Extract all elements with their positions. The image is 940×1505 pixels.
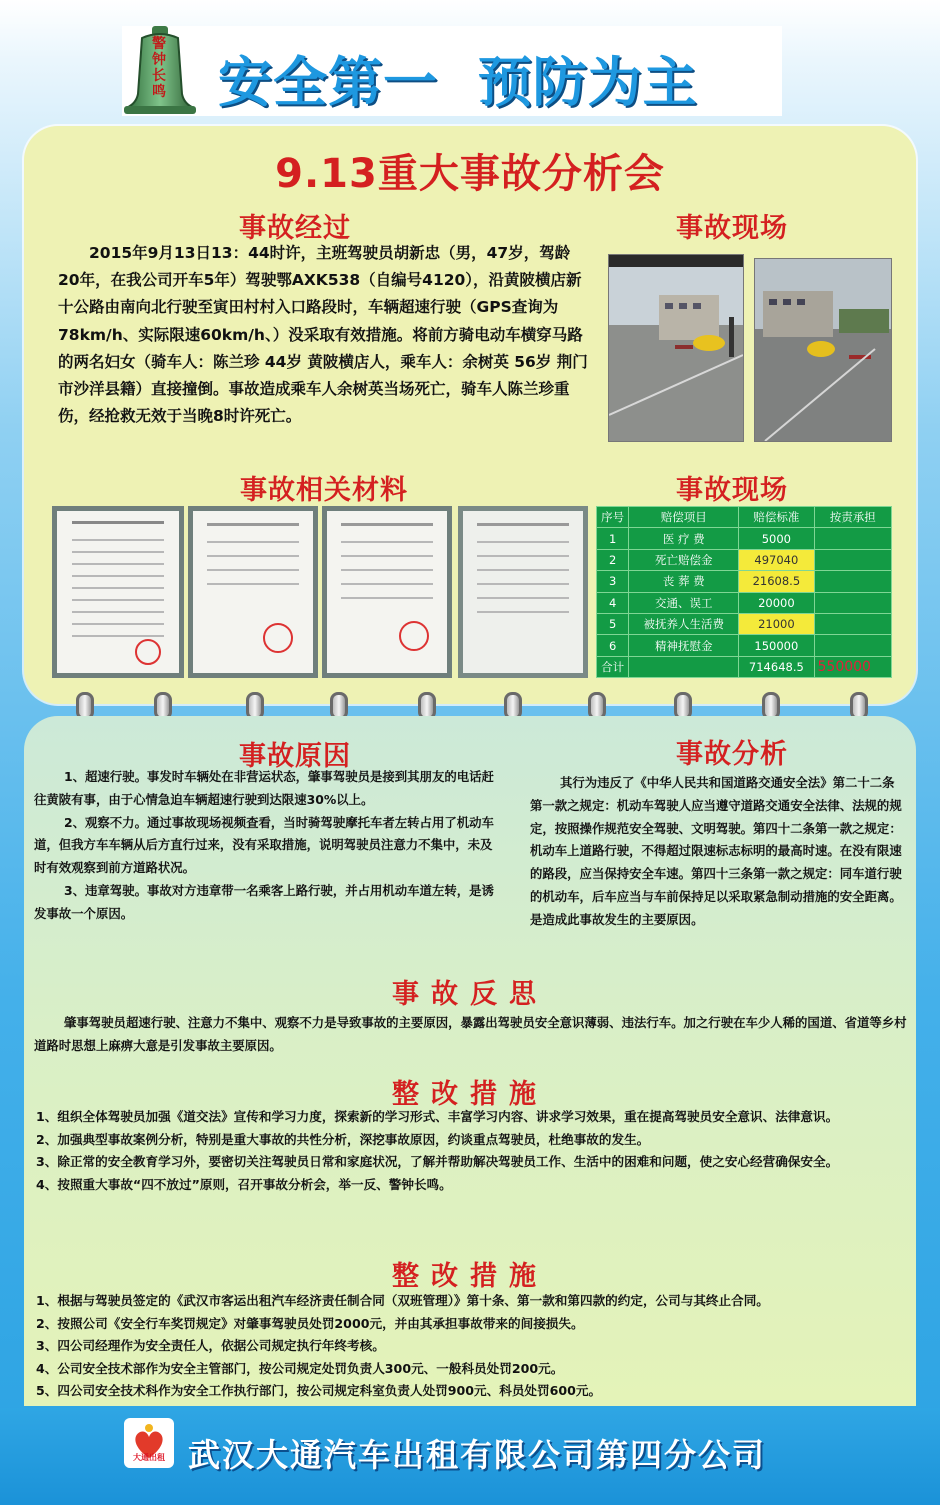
doc-text-line xyxy=(341,523,432,526)
table-row xyxy=(597,528,892,549)
accident-process-paragraph: 2015年9月13日13：44时许，主班驾驶员胡新忠（男，47岁，驾龄20年，在我公司开车5年）驾驶鄂AXK538（自编号4120），沿黄陂横店新十公路由南向北行驶至寅田村村入口路段时，车辆超速行驶（GPS查询为78km/h、实际限速60km/h、）没采取有效措施。将前方骑电动车横穿马路的两名妇女（骑车人：陈兰珍 44岁 黄陂横店人，乘车人：余树英 56岁 荆门市沙洋县籍）直接撞倒。事故造成乘车人余树英当场死亡，骑车人陈兰珍重伤，经抢救无效于当晚8时许死亡。 xyxy=(58,244,588,426)
total-label: 合计 xyxy=(597,656,629,677)
scene-photo-1 xyxy=(608,254,744,442)
header-cell: 赔偿项目 xyxy=(629,507,739,528)
doc-text-line xyxy=(72,623,165,625)
doc-text-line xyxy=(207,541,298,543)
doc-text-line xyxy=(207,523,298,526)
company-name: 武汉大通汽车出租有限公司第四分公司 xyxy=(188,1436,767,1474)
doc-text-line xyxy=(72,563,165,565)
doc-text-line xyxy=(477,555,568,557)
table-cell: 丧 葬 费 xyxy=(629,571,739,592)
safety-slogan: 安全第一 预防为主 xyxy=(218,51,698,114)
compensation-table xyxy=(596,506,892,678)
doc-text-line xyxy=(477,597,568,599)
analysis-paragraph: 其行为违反了《中华人民共和国道路交通安全法》第二十二条第一款之规定：机动车驾驶人应当遵守道路交通安全法律、法规的规定，按照操作规范安全驾驶、文明驾驶。第四十二条第一款之规定：机动车上道路行驶，不得超过限速标志标明的最高时速。在没有限速的路段，应当保持安全车速。第四十三条第一款之规定：同车道行驶的机动车，后车应当与车前保持足以采取紧急制动措施的安全距离。是造成此事故发生的主要原因。 xyxy=(530,775,902,927)
doc-text-line xyxy=(477,523,568,526)
table-cell-highlighted: 21000 xyxy=(739,613,814,634)
document-page xyxy=(327,511,447,673)
doc-seal xyxy=(263,623,293,653)
doc-text-line xyxy=(477,611,568,613)
scene-photos-title: 事故现场 xyxy=(676,213,788,244)
bell-text: 警钟长鸣 xyxy=(152,36,166,100)
table-cell: 2 xyxy=(597,549,629,570)
table-cell: 5 xyxy=(597,613,629,634)
table-cell xyxy=(814,571,891,592)
measure-item: 2、加强典型事故案例分析，特别是重大事故的共性分析，深挖事故原因，约谈重点驾驶员，杜绝事故的发生。 xyxy=(36,1131,650,1147)
measure-item: 1、组织全体驾驶员加强《道交法》宣传和学习力度，探索新的学习形式、丰富学习内容、讲求学习效果，重在提高驾驶员安全意识、法律意识。 xyxy=(36,1109,839,1124)
table-cell: 被抚养人生活费 xyxy=(629,613,739,634)
header-cell: 序号 xyxy=(597,507,629,528)
page-title: 9.13重大事故分析会 xyxy=(275,151,665,197)
table-cell xyxy=(814,592,891,613)
scene-photo-2 xyxy=(754,258,892,442)
measures-list-1 xyxy=(36,1106,906,1196)
doc-text-line xyxy=(477,569,568,571)
table-cell xyxy=(814,635,891,656)
logo-text: 大通出租 xyxy=(133,1453,165,1462)
measure-item: 4、公司安全技术部作为安全主管部门，按公司规定处罚负责人300元、一般科员处罚200元。 xyxy=(36,1360,564,1376)
document-photo-4 xyxy=(458,506,588,678)
doc-seal xyxy=(399,621,429,651)
reflection-title: 事故反思 xyxy=(392,979,548,1010)
measure-item: 3、除正常的安全教育学习外，要密切关注驾驶员日常和家庭状况，了解并帮助解决驾驶员工作、生活中的困难和问题，使之安心经营确保安全。 xyxy=(36,1154,839,1170)
table-row xyxy=(597,549,892,570)
table-cell-highlighted: 21608.5 xyxy=(739,571,814,592)
doc-text-line xyxy=(72,521,165,524)
header-cell: 按责承担 xyxy=(814,507,891,528)
table-cell: 150000 xyxy=(739,635,814,656)
reflection-paragraph: 肇事驾驶员超速行驶、注意力不集中、观察不力是导致事故的主要原因，暴露出驾驶员安全意识薄弱、违法行车。加之行驶在车少人稀的国道、省道等乡村道路时思想上麻痹大意是引发事故主要原因。 xyxy=(34,1015,907,1053)
document-photo-3 xyxy=(322,506,452,678)
doc-text-line xyxy=(341,597,432,599)
accident-process-title: 事故经过 xyxy=(239,213,351,244)
doc-text-line xyxy=(72,551,165,553)
doc-text-line xyxy=(477,541,568,543)
measure-item: 4、按照重大事故“四不放过”原则，召开事故分析会，举一反、警钟长鸣。 xyxy=(36,1176,452,1192)
analysis-text xyxy=(530,772,906,932)
table-row xyxy=(597,613,892,634)
table-cell: 20000 xyxy=(739,592,814,613)
document-page xyxy=(193,511,313,673)
measures-title-2: 整改措施 xyxy=(392,1261,548,1292)
doc-text-line xyxy=(207,555,298,557)
table-cell xyxy=(814,549,891,570)
document-photo-2 xyxy=(188,506,318,678)
measures-list-2 xyxy=(36,1290,920,1403)
document-page xyxy=(463,511,583,673)
doc-text-line xyxy=(72,611,165,613)
doc-text-line xyxy=(341,569,432,571)
document-photo-1 xyxy=(52,506,184,678)
cause-item-2: 2、观察不力。通过事故现场视频查看，当时骑驾驶摩托车者左转占用了机动车道，但我方车车辆从后方直行过来，没有采取措施，说明驾驶员注意力不集中，未及时有效观察到前方道路状况。 xyxy=(34,814,494,876)
table-cell: 4 xyxy=(597,592,629,613)
doc-text-line xyxy=(341,583,432,585)
doc-text-line xyxy=(72,635,165,637)
measure-item: 3、四公司经理作为安全责任人，依据公司规定执行年终考核。 xyxy=(36,1338,385,1354)
doc-text-line xyxy=(72,539,165,541)
doc-text-line xyxy=(341,555,432,557)
total-liability: 550000 xyxy=(814,656,891,677)
materials-title: 事故相关材料 xyxy=(240,475,408,506)
table-cell: 医 疗 费 xyxy=(629,528,739,549)
table-cell: 精神抚慰金 xyxy=(629,635,739,656)
analysis-title: 事故分析 xyxy=(676,739,788,770)
reflection-text xyxy=(34,1012,908,1058)
table-cell: 5000 xyxy=(739,528,814,549)
table-cell: 6 xyxy=(597,635,629,656)
compensation-table-title: 事故现场 xyxy=(676,475,788,506)
cause-item-3: 3、违章驾驶。事故对方违章带一名乘客上路行驶，并占用机动车道左转，是诱发事故一个原因。 xyxy=(34,882,494,921)
table-cell-highlighted: 497040 xyxy=(739,549,814,570)
measure-item: 2、按照公司《安全行车奖罚规定》对肇事驾驶员处罚2000元，并由其承担事故带来的间接损失。 xyxy=(36,1315,584,1331)
doc-text-line xyxy=(207,583,298,585)
document-page xyxy=(57,511,179,673)
table-cell: 1 xyxy=(597,528,629,549)
doc-seal xyxy=(135,639,161,665)
header-cell: 赔偿标准 xyxy=(739,507,814,528)
table-total-row xyxy=(597,656,892,677)
table-cell xyxy=(814,528,891,549)
measure-item: 1、根据与驾驶员签定的《武汉市客运出租汽车经济责任制合同（双班管理）》第十条、第一款和第四款的约定，公司与其终止合同。 xyxy=(36,1293,769,1308)
table-cell xyxy=(814,613,891,634)
table-cell: 死亡赔偿金 xyxy=(629,549,739,570)
doc-text-line xyxy=(72,599,165,601)
cause-list xyxy=(34,766,502,926)
measures-title-1: 整改措施 xyxy=(392,1079,548,1110)
doc-text-line xyxy=(72,587,165,589)
measure-item: 5、四公司安全技术科作为安全工作执行部门，按公司规定科室负责人处罚900元、科员处罚600元。 xyxy=(36,1383,602,1399)
table-row xyxy=(597,635,892,656)
table-header-row xyxy=(597,507,892,528)
doc-text-line xyxy=(477,583,568,585)
doc-text-line xyxy=(207,569,298,571)
accident-process-text xyxy=(58,240,588,430)
doc-text-line xyxy=(72,575,165,577)
doc-text-line xyxy=(341,541,432,543)
table-cell: 3 xyxy=(597,571,629,592)
table-cell: 交通、误工 xyxy=(629,592,739,613)
table-row xyxy=(597,592,892,613)
cause-item-1: 1、超速行驶。事发时车辆处在非营运状态，肇事驾驶员是接到其朋友的电话赶往黄陂有事，由于心情急迫车辆超速行驶到达限速30%以上。 xyxy=(34,769,494,807)
total-value: 714648.5 xyxy=(739,656,814,677)
table-row xyxy=(597,571,892,592)
table-cell xyxy=(629,656,739,677)
cause-title: 事故原因 xyxy=(239,741,351,772)
